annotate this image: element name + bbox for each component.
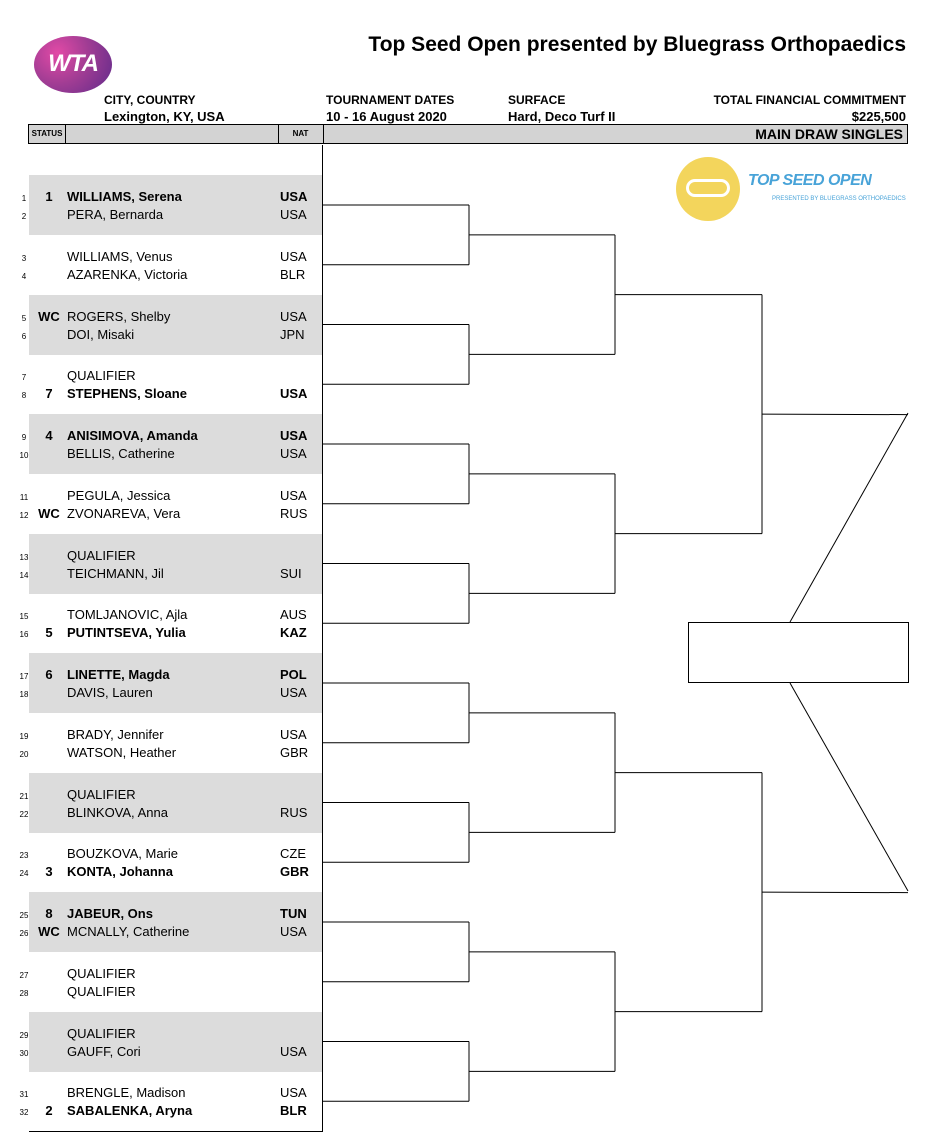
draw-position: 8: [21, 391, 27, 401]
player-nationality: POL: [280, 667, 307, 682]
sponsor-subtitle: PRESENTED BY BLUEGRASS ORTHOPAEDICS: [772, 196, 906, 202]
draw-position: 2: [21, 212, 27, 221]
draw-position: 15: [19, 612, 29, 622]
draw-position: 1: [21, 194, 27, 203]
player-nationality: USA: [280, 308, 307, 324]
final-bottom-diagonal: [790, 683, 908, 891]
player-nationality: TUN: [280, 906, 307, 921]
seed-status: 2: [45, 1103, 53, 1119]
player-name: KONTA, Johanna: [67, 864, 173, 880]
draw-position: 13: [19, 552, 29, 562]
draw-position: 14: [19, 570, 29, 580]
draw-position: 25: [19, 911, 29, 920]
draw-position: 9: [21, 433, 27, 442]
sf-bottom-line: [762, 892, 908, 893]
city-value: Lexington, KY, USA: [104, 109, 225, 124]
player-name: AZARENKA, Victoria: [67, 266, 188, 282]
player-nationality: USA: [280, 1043, 307, 1059]
player-name: BRENGLE, Madison: [67, 1085, 186, 1101]
surface-label: SURFACE: [508, 93, 566, 107]
draw-position: 20: [19, 749, 29, 759]
player-name: WILLIAMS, Serena: [67, 189, 182, 204]
player-name: ANISIMOVA, Amanda: [67, 428, 198, 443]
player-nationality: AUS: [280, 607, 307, 623]
player-name: BRADY, Jennifer: [67, 726, 164, 742]
player-name: WILLIAMS, Venus: [67, 248, 173, 264]
player-nationality: GBR: [280, 864, 309, 880]
player-name: PEGULA, Jessica: [67, 487, 171, 503]
player-name: TEICHMANN, Jil: [67, 565, 164, 581]
seed-status: 3: [45, 864, 53, 880]
draw-position: 12: [19, 510, 29, 520]
draw-position: 3: [21, 253, 27, 263]
player-name: QUALIFIER: [67, 983, 136, 999]
player-nationality: USA: [280, 446, 307, 461]
player-name: QUALIFIER: [67, 547, 136, 563]
draw-position: 11: [19, 492, 29, 502]
draw-position: 7: [21, 373, 27, 383]
player-nationality: USA: [280, 1085, 307, 1101]
commitment-value: $225,500: [851, 109, 906, 124]
player-name: PUTINTSEVA, Yulia: [67, 625, 186, 641]
draw-position: 16: [19, 630, 29, 640]
draw-position: 10: [19, 451, 29, 460]
final-top-diagonal: [790, 413, 908, 622]
draw-position: 31: [19, 1090, 29, 1100]
section-title: MAIN DRAW SINGLES: [755, 126, 903, 142]
wta-logo-text: WTA: [48, 50, 98, 77]
tournament-title: Top Seed Open presented by Bluegrass Orthopaedics: [368, 33, 906, 56]
player-nationality: USA: [280, 189, 308, 204]
player-nationality: CZE: [280, 846, 306, 862]
dates-label: TOURNAMENT DATES: [326, 93, 455, 107]
player-name: QUALIFIER: [67, 786, 136, 802]
dates-value: 10 - 16 August 2020: [326, 109, 447, 124]
player-name: JABEUR, Ons: [67, 906, 153, 921]
player-nationality: GBR: [280, 744, 309, 760]
draw-position: 23: [19, 851, 29, 861]
player-name: LINETTE, Magda: [67, 667, 170, 682]
draw-position: 30: [19, 1048, 29, 1058]
commitment-label: TOTAL FINANCIAL COMMITMENT: [713, 93, 906, 107]
status-header: STATUS: [29, 125, 66, 143]
player-nationality: USA: [280, 924, 307, 939]
player-nationality: USA: [280, 248, 307, 264]
player-nationality: USA: [280, 428, 308, 443]
draw-position: 17: [19, 672, 29, 681]
player-nationality: SUI: [280, 565, 302, 581]
draw-position: 4: [21, 271, 27, 281]
draw-position: 32: [19, 1108, 29, 1118]
draw-position: 21: [19, 791, 29, 801]
player-nationality: USA: [280, 207, 307, 222]
player-name: BELLIS, Catherine: [67, 446, 175, 461]
sponsor-name: TOP SEED OPEN: [748, 172, 872, 189]
player-name: WATSON, Heather: [67, 744, 177, 760]
draw-position: 28: [19, 988, 29, 998]
player-nationality: KAZ: [280, 625, 307, 641]
player-nationality: BLR: [280, 1103, 307, 1119]
seed-status: 8: [45, 906, 53, 921]
player-name: QUALIFIER: [67, 965, 136, 981]
player-nationality: BLR: [280, 266, 306, 282]
player-nationality: RUS: [280, 804, 308, 820]
player-name: SABALENKA, Aryna: [67, 1103, 193, 1119]
seed-status: 4: [45, 428, 53, 443]
seed-status: WC: [38, 308, 60, 324]
player-name: TOMLJANOVIC, Ajla: [67, 607, 188, 623]
player-nationality: JPN: [280, 326, 305, 342]
seed-status: 5: [45, 625, 53, 641]
player-name: BOUZKOVA, Marie: [67, 846, 179, 862]
player-nationality: USA: [280, 487, 307, 503]
player-name: QUALIFIER: [67, 1025, 136, 1041]
player-nationality: USA: [280, 726, 307, 742]
draw-position: 19: [19, 731, 29, 741]
draw-position: 18: [19, 690, 29, 699]
draw-position: 5: [21, 313, 27, 323]
player-name: DAVIS, Lauren: [67, 685, 153, 700]
surface-value: Hard, Deco Turf II: [508, 109, 616, 124]
player-name: PERA, Bernarda: [67, 207, 164, 222]
player-name: ROGERS, Shelby: [67, 308, 171, 324]
draw-position: 24: [19, 869, 29, 879]
draw-position: 29: [19, 1030, 29, 1040]
seed-status: WC: [38, 505, 60, 521]
sf-top-line: [762, 414, 908, 415]
draw-position: 27: [19, 970, 29, 980]
seed-status: 7: [45, 386, 53, 402]
draw-position: 22: [19, 809, 29, 819]
player-nationality: USA: [280, 685, 307, 700]
nat-header: NAT: [278, 125, 324, 143]
seed-status: WC: [38, 924, 60, 939]
draw-position: 26: [19, 929, 29, 938]
city-label: CITY, COUNTRY: [104, 93, 196, 107]
seed-status: 1: [45, 189, 53, 204]
player-nationality: USA: [280, 386, 308, 402]
player-name: BLINKOVA, Anna: [67, 804, 168, 820]
player-name: GAUFF, Cori: [67, 1043, 141, 1059]
player-name: MCNALLY, Catherine: [67, 924, 190, 939]
player-nationality: RUS: [280, 505, 308, 521]
draw-position: 6: [21, 331, 27, 341]
player-name: QUALIFIER: [67, 368, 136, 384]
player-name: ZVONAREVA, Vera: [67, 505, 181, 521]
player-name: DOI, Misaki: [67, 326, 135, 342]
player-name: STEPHENS, Sloane: [67, 386, 187, 402]
winner-box: [688, 622, 909, 683]
seed-status: 6: [45, 667, 53, 682]
